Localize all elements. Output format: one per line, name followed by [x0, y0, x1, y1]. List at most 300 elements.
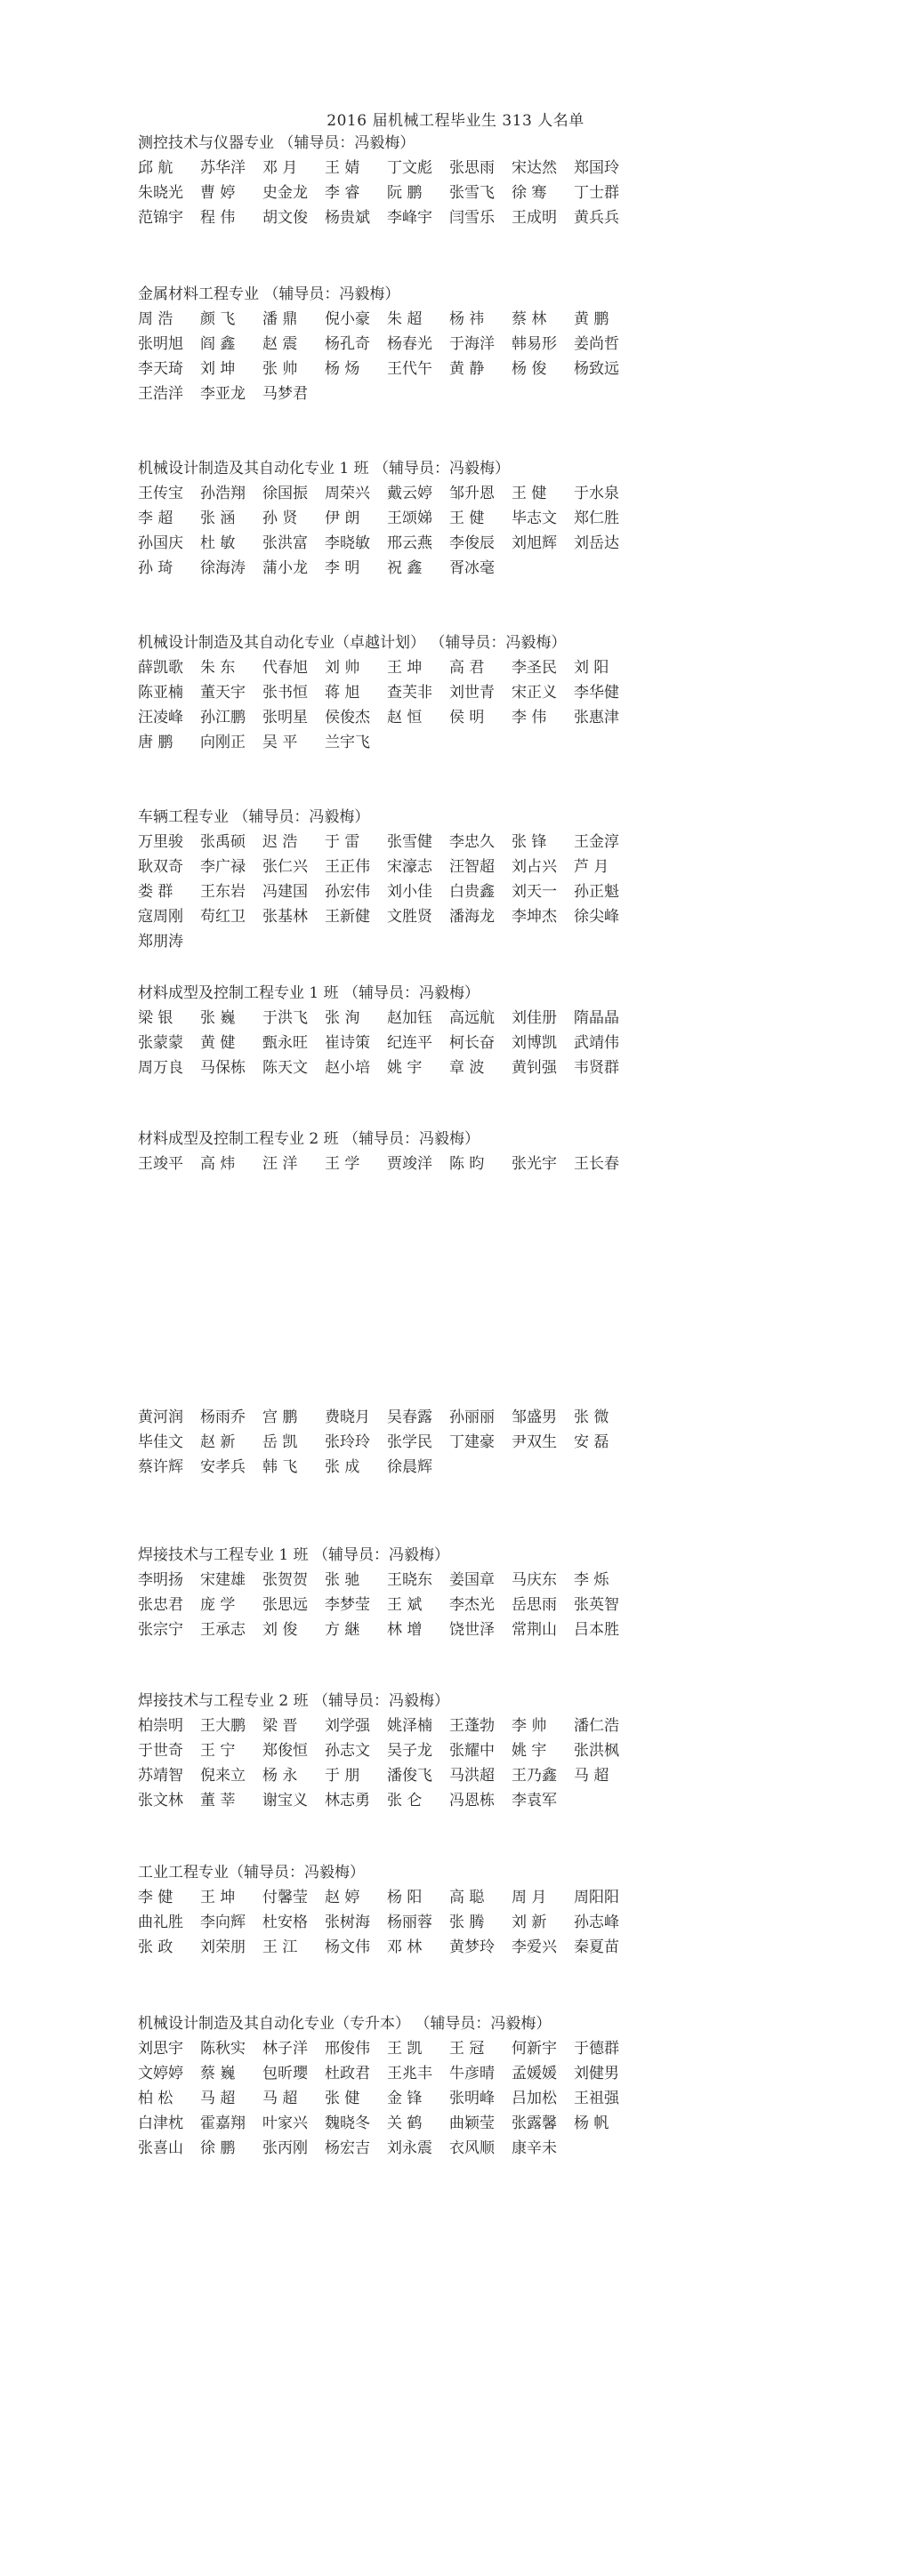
student-name: 毕志文: [512, 510, 557, 527]
student-name: 张宗宁: [138, 1621, 183, 1639]
student-name: 王 宁: [200, 1742, 236, 1760]
student-name: 李忠久: [449, 833, 495, 851]
roster-section: [138, 2011, 778, 2161]
student-name: 吴子龙: [387, 1742, 432, 1760]
student-name: 向刚正: [200, 734, 246, 751]
student-name: 马梦君: [262, 385, 308, 403]
student-name: 费晓月: [325, 1408, 370, 1426]
student-name: 杨春光: [387, 335, 432, 353]
student-name: 邹盛男: [512, 1408, 557, 1426]
student-name: 岳思雨: [512, 1596, 557, 1614]
student-name: 岳 凯: [262, 1433, 298, 1451]
student-name: 杨 帆: [574, 2115, 609, 2132]
student-name: 高远航: [449, 1009, 495, 1027]
student-name: 胥冰毫: [449, 559, 495, 577]
student-name: 纪连平: [387, 1034, 432, 1052]
names-grid: [138, 156, 778, 230]
student-name: 曲礼胜: [138, 1914, 183, 1931]
student-name: 高 君: [449, 659, 485, 677]
names-grid: [138, 1152, 778, 1176]
student-name: 寇周刚: [138, 908, 183, 926]
student-name: 于 雷: [325, 833, 360, 851]
student-name: 刘 阳: [574, 659, 609, 677]
student-name: 于水泉: [574, 485, 619, 502]
student-name: 黄河润: [138, 1408, 183, 1426]
student-name: 牛彦晴: [449, 2065, 495, 2082]
student-name: 邓 林: [387, 1938, 423, 1956]
student-name: 王祖强: [574, 2090, 619, 2107]
student-name: 甄永旺: [262, 1034, 308, 1052]
student-name: 刘天一: [512, 883, 557, 901]
student-name: 黄兵兵: [574, 209, 619, 227]
names-grid: [138, 1713, 778, 1813]
student-name: 徐 骞: [512, 184, 547, 202]
student-name: 迟 浩: [262, 833, 298, 851]
student-name: 史金龙: [262, 184, 308, 202]
student-name: 徐尖峰: [574, 908, 619, 926]
student-name: 汪凌峰: [138, 709, 183, 726]
student-name: 邢俊伟: [325, 2040, 370, 2058]
student-name: 安 磊: [574, 1433, 609, 1451]
student-name: 马洪超: [449, 1767, 495, 1785]
section-header: 焊接技术与工程专业 2 班 （辅导员：冯毅梅）: [138, 1692, 450, 1710]
student-name: 康辛未: [512, 2139, 557, 2157]
student-name: 薛凯歌: [138, 659, 183, 677]
student-name: 张基林: [262, 908, 308, 926]
section-header: 焊接技术与工程专业 1 班 （辅导员：冯毅梅）: [138, 1546, 450, 1564]
student-name: 邢云燕: [387, 534, 432, 552]
student-name: 李梦莹: [325, 1596, 370, 1614]
student-name: 陈天文: [262, 1059, 308, 1077]
roster-section: [138, 1860, 778, 1960]
student-name: 刘 帅: [325, 659, 360, 677]
student-name: 孙江鹏: [200, 709, 246, 726]
student-name: 柏 松: [138, 2090, 173, 2107]
student-name: 金 锋: [387, 2090, 423, 2107]
student-name: 刘健男: [574, 2065, 619, 2082]
student-name: 刘 俊: [262, 1621, 298, 1639]
student-name: 王大鹏: [200, 1717, 246, 1735]
student-name: 孙丽丽: [449, 1408, 495, 1426]
student-name: 杨文伟: [325, 1938, 370, 1956]
student-name: 丁士群: [574, 184, 619, 202]
student-name: 杨雨乔: [200, 1408, 246, 1426]
student-name: 兰宇飞: [325, 734, 370, 751]
student-name: 颜 飞: [200, 310, 236, 328]
student-name: 霍嘉翔: [200, 2115, 246, 2132]
student-name: 张 微: [574, 1408, 609, 1426]
student-name: 郑俊恒: [262, 1742, 308, 1760]
student-name: 王 婧: [325, 159, 360, 177]
student-name: 林子洋: [262, 2040, 308, 2058]
student-name: 冯恩栋: [449, 1792, 495, 1810]
student-name: 王 健: [449, 510, 485, 527]
student-name: 张贺贺: [262, 1571, 308, 1589]
section-header: 测控技术与仪器专业 （辅导员：冯毅梅）: [138, 134, 415, 152]
student-name: 宋正义: [512, 684, 557, 702]
student-name: 周万良: [138, 1059, 183, 1077]
student-name: 张耀中: [449, 1742, 495, 1760]
student-name: 马保栋: [200, 1059, 246, 1077]
student-name: 曲颖莹: [449, 2115, 495, 2132]
student-name: 胡文俊: [262, 209, 308, 227]
student-name: 黄梦玲: [449, 1938, 495, 1956]
student-name: 饶世泽: [449, 1621, 495, 1639]
student-name: 王 坤: [200, 1889, 236, 1906]
student-name: 李 明: [325, 559, 360, 577]
student-name: 张忠君: [138, 1596, 183, 1614]
student-name: 叶家兴: [262, 2115, 308, 2132]
student-name: 王长春: [574, 1155, 619, 1173]
student-name: 安孝兵: [200, 1458, 246, 1476]
roster-section: [138, 456, 778, 581]
student-name: 孙宏伟: [325, 883, 370, 901]
student-name: 马 超: [262, 2090, 298, 2107]
student-name: 倪来立: [200, 1767, 246, 1785]
student-name: 黄 鹏: [574, 310, 609, 328]
roster-section: [138, 805, 778, 954]
student-name: 杜政君: [325, 2065, 370, 2082]
student-name: 宋达然: [512, 159, 557, 177]
student-name: 吕加松: [512, 2090, 557, 2107]
student-name: 李圣民: [512, 659, 557, 677]
student-name: 吕本胜: [574, 1621, 619, 1639]
student-name: 王乃鑫: [512, 1767, 557, 1785]
student-name: 李袁军: [512, 1792, 557, 1810]
student-name: 李俊辰: [449, 534, 495, 552]
student-name: 孙正魁: [574, 883, 619, 901]
student-name: 王东岩: [200, 883, 246, 901]
student-name: 张 巍: [200, 1009, 236, 1027]
student-name: 赵 婷: [325, 1889, 360, 1906]
student-name: 张 涵: [200, 510, 236, 527]
student-name: 吴春露: [387, 1408, 432, 1426]
student-name: 朱晓光: [138, 184, 183, 202]
student-name: 李 烁: [574, 1571, 609, 1589]
student-name: 张 洵: [325, 1009, 360, 1027]
student-name: 张喜山: [138, 2139, 183, 2157]
student-name: 王竣平: [138, 1155, 183, 1173]
roster-section: [138, 131, 778, 230]
student-name: 徐海涛: [200, 559, 246, 577]
student-name: 蒲小龙: [262, 559, 308, 577]
roster-section: [138, 282, 778, 406]
student-name: 贾竣洋: [387, 1155, 432, 1173]
student-name: 陈 昀: [449, 1155, 485, 1173]
roster-section: [138, 1405, 778, 1480]
student-name: 林志勇: [325, 1792, 370, 1810]
student-name: 李亚龙: [200, 385, 246, 403]
student-name: 周 浩: [138, 310, 173, 328]
section-header: 机械设计制造及其自动化专业（卓越计划） （辅导员：冯毅梅）: [138, 634, 567, 652]
student-name: 王晓东: [387, 1571, 432, 1589]
student-name: 杜安格: [262, 1914, 308, 1931]
student-name: 阎 鑫: [200, 335, 236, 353]
student-name: 朱 东: [200, 659, 236, 677]
student-name: 张蒙蒙: [138, 1034, 183, 1052]
student-name: 韩易形: [512, 335, 557, 353]
student-name: 高 炜: [200, 1155, 236, 1173]
names-grid: [138, 1885, 778, 1960]
student-name: 李晓敏: [325, 534, 370, 552]
student-name: 李杰光: [449, 1596, 495, 1614]
student-name: 徐国振: [262, 485, 308, 502]
student-name: 张明旭: [138, 335, 183, 353]
student-name: 刘佳册: [512, 1009, 557, 1027]
student-name: 李峰宇: [387, 209, 432, 227]
student-name: 王颂娣: [387, 510, 432, 527]
student-name: 李 睿: [325, 184, 360, 202]
student-name: 张玲玲: [325, 1433, 370, 1451]
student-name: 杨 阳: [387, 1889, 423, 1906]
student-name: 王 学: [325, 1155, 360, 1173]
student-name: 张仁兴: [262, 858, 308, 876]
names-grid: [138, 830, 778, 954]
student-name: 闫雪乐: [449, 209, 495, 227]
student-name: 张思雨: [449, 159, 495, 177]
student-name: 耿双奇: [138, 858, 183, 876]
student-name: 杨丽蓉: [387, 1914, 432, 1931]
student-name: 庞 学: [200, 1596, 236, 1614]
student-name: 杨孔奇: [325, 335, 370, 353]
student-name: 杨 炀: [325, 360, 360, 378]
section-header: 车辆工程专业 （辅导员：冯毅梅）: [138, 808, 370, 826]
student-name: 李爱兴: [512, 1938, 557, 1956]
student-name: 刘荣朋: [200, 1938, 246, 1956]
student-name: 李 超: [138, 510, 173, 527]
student-name: 孙 琦: [138, 559, 173, 577]
student-name: 李广禄: [200, 858, 246, 876]
student-name: 张明峰: [449, 2090, 495, 2107]
student-name: 张禹硕: [200, 833, 246, 851]
student-name: 张雪健: [387, 833, 432, 851]
student-name: 赵加钰: [387, 1009, 432, 1027]
student-name: 陈亚楠: [138, 684, 183, 702]
student-name: 王 健: [512, 485, 547, 502]
student-name: 姚泽楠: [387, 1717, 432, 1735]
student-name: 梁 晋: [262, 1717, 298, 1735]
section-header: 机械设计制造及其自动化专业 1 班 （辅导员：冯毅梅）: [138, 460, 511, 477]
student-name: 黄 健: [200, 1034, 236, 1052]
student-name: 王承志: [200, 1621, 246, 1639]
student-name: 王传宝: [138, 485, 183, 502]
student-name: 姜尚哲: [574, 335, 619, 353]
student-name: 王浩洋: [138, 385, 183, 403]
student-name: 于洪飞: [262, 1009, 308, 1027]
student-name: 张书恒: [262, 684, 308, 702]
student-name: 苏华洋: [200, 159, 246, 177]
names-grid: [138, 1006, 778, 1080]
student-name: 韩 飞: [262, 1458, 298, 1476]
student-name: 吴 平: [262, 734, 298, 751]
student-name: 衣风顺: [449, 2139, 495, 2157]
student-name: 毕佳文: [138, 1433, 183, 1451]
student-name: 杜 敏: [200, 534, 236, 552]
names-grid: [138, 307, 778, 406]
student-name: 姚 宇: [512, 1742, 547, 1760]
student-name: 文婷婷: [138, 2065, 183, 2082]
student-name: 王 斌: [387, 1596, 423, 1614]
student-name: 陈秋实: [200, 2040, 246, 2058]
student-name: 谢宝义: [262, 1792, 308, 1810]
student-name: 林 增: [387, 1621, 423, 1639]
names-grid: [138, 1405, 778, 1480]
student-name: 赵 震: [262, 335, 298, 353]
student-name: 张树海: [325, 1914, 370, 1931]
student-name: 王 坤: [387, 659, 423, 677]
student-name: 万里骏: [138, 833, 183, 851]
student-name: 苏靖智: [138, 1767, 183, 1785]
student-name: 张露馨: [512, 2115, 557, 2132]
student-name: 王新健: [325, 908, 370, 926]
student-name: 关 鹤: [387, 2115, 423, 2132]
student-name: 潘俊飞: [387, 1767, 432, 1785]
student-name: 刘永震: [387, 2139, 432, 2157]
student-name: 周荣兴: [325, 485, 370, 502]
student-name: 董 莘: [200, 1792, 236, 1810]
student-name: 杨贵斌: [325, 209, 370, 227]
student-name: 邹升恩: [449, 485, 495, 502]
student-name: 娄 群: [138, 883, 173, 901]
student-name: 冯建国: [262, 883, 308, 901]
student-name: 刘学强: [325, 1717, 370, 1735]
student-name: 赵 新: [200, 1433, 236, 1451]
student-name: 于海洋: [449, 335, 495, 353]
student-name: 章 波: [449, 1059, 485, 1077]
student-name: 张 帅: [262, 360, 298, 378]
student-name: 韦贤群: [574, 1059, 619, 1077]
student-name: 刘占兴: [512, 858, 557, 876]
student-name: 刘 新: [512, 1914, 547, 1931]
student-name: 高 聪: [449, 1889, 485, 1906]
student-name: 张光宇: [512, 1155, 557, 1173]
student-name: 邓 月: [262, 159, 298, 177]
roster-section: [138, 1543, 778, 1642]
student-name: 王 凯: [387, 2040, 423, 2058]
student-name: 李天琦: [138, 360, 183, 378]
names-grid: [138, 481, 778, 581]
student-name: 杨 祎: [449, 310, 485, 328]
student-name: 潘海龙: [449, 908, 495, 926]
student-name: 李 伟: [512, 709, 547, 726]
student-name: 付馨莹: [262, 1889, 308, 1906]
student-name: 赵 恒: [387, 709, 423, 726]
student-name: 侯俊杰: [325, 709, 370, 726]
student-name: 张洪枫: [574, 1742, 619, 1760]
student-name: 宋濠志: [387, 858, 432, 876]
roster-section: [138, 1127, 778, 1176]
student-name: 于世奇: [138, 1742, 183, 1760]
student-name: 侯 明: [449, 709, 485, 726]
section-header: 材料成型及控制工程专业 1 班 （辅导员：冯毅梅）: [138, 984, 480, 1002]
section-header: 工业工程专业（辅导员：冯毅梅）: [138, 1864, 365, 1882]
student-name: 李 帅: [512, 1717, 547, 1735]
student-name: 刘思宇: [138, 2040, 183, 2058]
student-name: 马 超: [200, 2090, 236, 2107]
student-name: 李华健: [574, 684, 619, 702]
student-name: 周 月: [512, 1889, 547, 1906]
student-name: 戴云婷: [387, 485, 432, 502]
student-name: 张 仑: [387, 1792, 423, 1810]
student-name: 张明星: [262, 709, 308, 726]
student-name: 代春旭: [262, 659, 308, 677]
section-header: 机械设计制造及其自动化专业（专升本） （辅导员：冯毅梅）: [138, 2015, 552, 2033]
student-name: 王 江: [262, 1938, 298, 1956]
student-name: 张 驰: [325, 1571, 360, 1589]
student-name: 倪小豪: [325, 310, 370, 328]
student-name: 蔡 林: [512, 310, 547, 328]
student-name: 于德群: [574, 2040, 619, 2058]
student-name: 白津枕: [138, 2115, 183, 2132]
student-name: 郑朋涛: [138, 933, 183, 951]
student-name: 李明扬: [138, 1571, 183, 1589]
student-name: 张丙刚: [262, 2139, 308, 2157]
student-name: 黄钊强: [512, 1059, 557, 1077]
student-name: 刘岳达: [574, 534, 619, 552]
student-name: 王蓬勃: [449, 1717, 495, 1735]
student-name: 丁文彪: [387, 159, 432, 177]
student-name: 徐晨辉: [387, 1458, 432, 1476]
student-name: 董天宇: [200, 684, 246, 702]
student-name: 蔡许辉: [138, 1458, 183, 1476]
student-name: 孙浩翔: [200, 485, 246, 502]
student-name: 唐 鹏: [138, 734, 173, 751]
student-name: 汪智超: [449, 858, 495, 876]
student-name: 马庆东: [512, 1571, 557, 1589]
student-name: 芦 月: [574, 858, 609, 876]
student-name: 李坤杰: [512, 908, 557, 926]
student-name: 张 成: [325, 1458, 360, 1476]
student-name: 刘旭辉: [512, 534, 557, 552]
student-name: 柏崇明: [138, 1717, 183, 1735]
student-name: 白贵鑫: [449, 883, 495, 901]
names-grid: [138, 655, 778, 755]
names-grid: [138, 2036, 778, 2161]
student-name: 于 朋: [325, 1767, 360, 1785]
student-name: 刘博凯: [512, 1034, 557, 1052]
student-name: 周阳阳: [574, 1889, 619, 1906]
student-name: 宫 鹏: [262, 1408, 298, 1426]
student-name: 张文林: [138, 1792, 183, 1810]
student-name: 孙国庆: [138, 534, 183, 552]
student-name: 刘世青: [449, 684, 495, 702]
student-name: 姚 宇: [387, 1059, 423, 1077]
page-title: 2016 届机械工程毕业生 313 人名单: [327, 112, 584, 130]
student-name: 查芙非: [387, 684, 432, 702]
student-name: 苟红卫: [200, 908, 246, 926]
section-header: 材料成型及控制工程专业 2 班 （辅导员：冯毅梅）: [138, 1130, 480, 1148]
student-name: 何新宇: [512, 2040, 557, 2058]
student-name: 潘仁浩: [574, 1717, 619, 1735]
student-name: 梁 银: [138, 1009, 173, 1027]
student-name: 杨 永: [262, 1767, 298, 1785]
roster-section: [138, 981, 778, 1080]
student-name: 张洪富: [262, 534, 308, 552]
student-name: 包昕瓔: [262, 2065, 308, 2082]
student-name: 刘小佳: [387, 883, 432, 901]
student-name: 王正伟: [325, 858, 370, 876]
student-name: 武靖伟: [574, 1034, 619, 1052]
student-name: 方 継: [325, 1621, 360, 1639]
student-name: 柯长奋: [449, 1034, 495, 1052]
student-name: 邱 航: [138, 159, 173, 177]
student-name: 秦夏苗: [574, 1938, 619, 1956]
student-name: 刘 坤: [200, 360, 236, 378]
section-header: 金属材料工程专业 （辅导员：冯毅梅）: [138, 285, 400, 303]
student-name: 尹双生: [512, 1433, 557, 1451]
student-name: 张 腾: [449, 1914, 485, 1931]
student-name: 宋建雄: [200, 1571, 246, 1589]
